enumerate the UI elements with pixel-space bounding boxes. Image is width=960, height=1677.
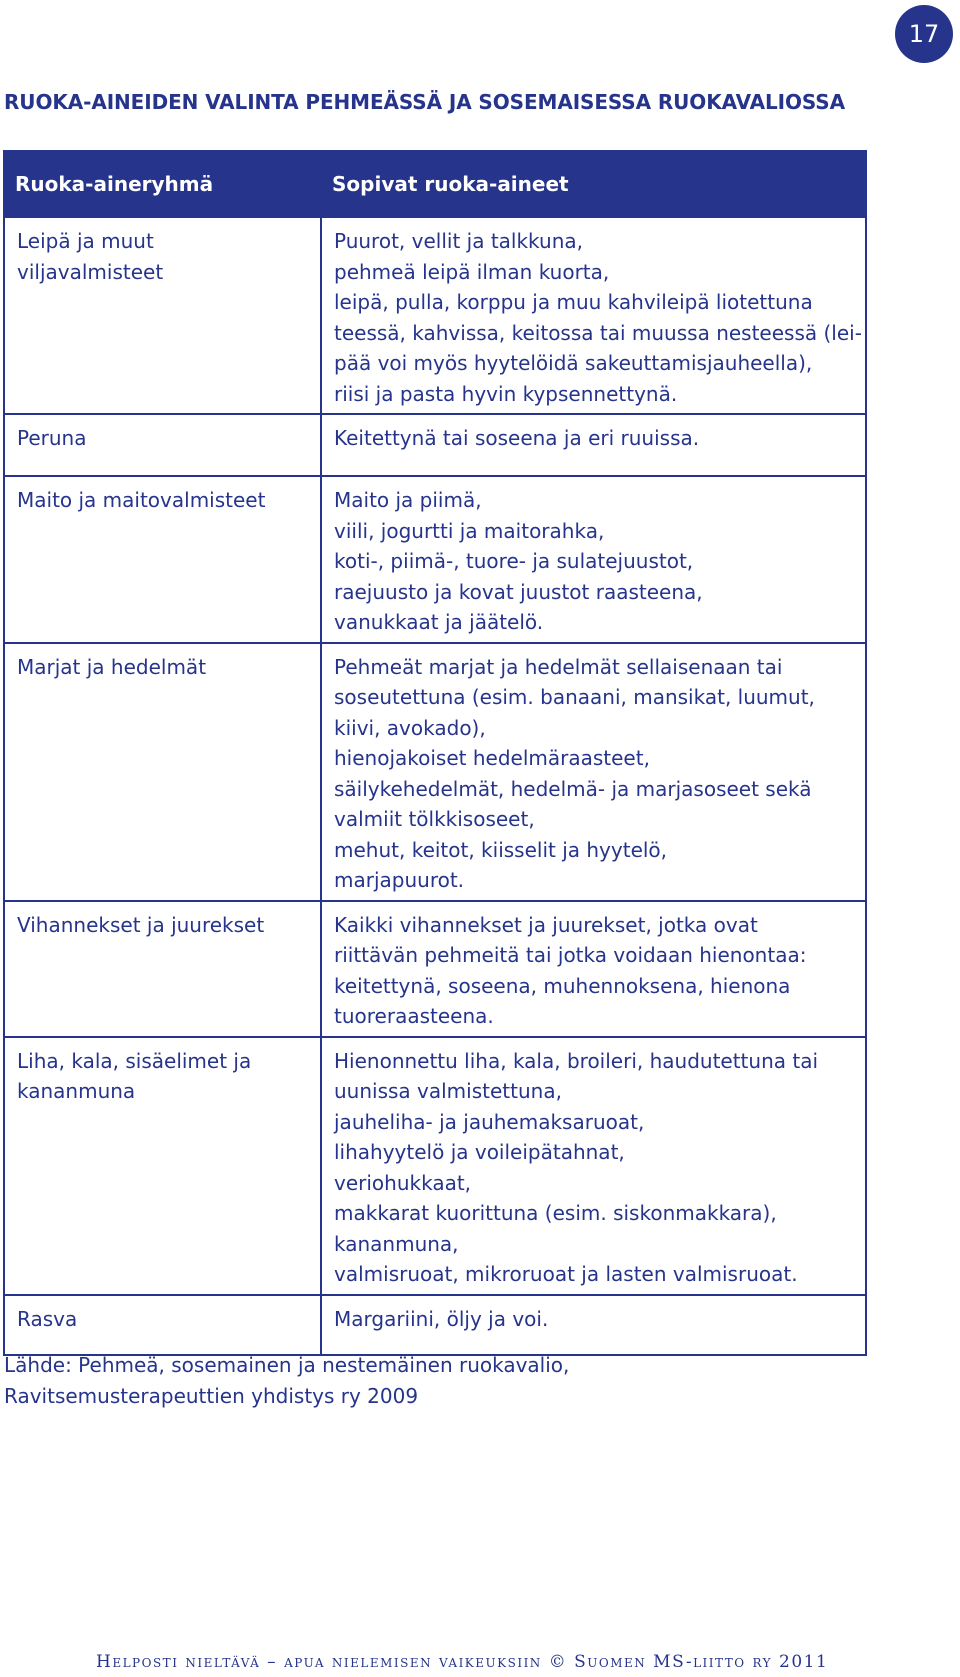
category-cell	[4, 901, 321, 1037]
food-line: veriohukkaat,	[334, 1170, 472, 1195]
food-line: kiivi, avokado),	[334, 715, 486, 740]
source-note	[4, 1350, 569, 1411]
category-line: Marjat ja hedelmät	[17, 654, 207, 679]
food-line: lihahyytelö ja voileipätahnat,	[334, 1140, 625, 1164]
food-line: tuoreraasteena.	[334, 1004, 494, 1028]
food-line: makkarat kuorittuna (esim. siskonmakkara),	[334, 1201, 777, 1225]
page-footer: Helposti nieltävä – apua nielemisen vaikeuksiin © Suomen MS-liitto ry 2011	[96, 1652, 829, 1672]
food-line: koti-, piimä-, tuore- ja sulatejuustot,	[334, 549, 694, 573]
foods-cell	[321, 1295, 866, 1355]
table-row	[4, 901, 866, 1037]
table-row	[4, 1037, 866, 1295]
food-line: Hienonnettu liha, kala, broileri, haudutettuna tai	[334, 1048, 819, 1073]
food-line: uunissa valmistettuna,	[334, 1079, 562, 1103]
food-line: jauheliha- ja jauhemaksaruoat,	[334, 1109, 645, 1134]
category-line: Rasva	[17, 1306, 78, 1331]
food-line: hienojakoiset hedelmäraasteet,	[334, 746, 650, 770]
category-line: Maito ja maitovalmisteet	[17, 488, 266, 512]
category-line: Liha, kala, sisäelimet ja	[17, 1048, 252, 1073]
foods-cell	[321, 217, 866, 414]
source-line: Ravitsemusterapeuttien yhdistys ry 2009	[4, 1383, 419, 1408]
column-header-foods: Sopivat ruoka-aineet	[321, 151, 866, 217]
food-line: Maito ja piimä,	[334, 488, 482, 512]
food-line: vanukkaat ja jäätelö.	[334, 610, 544, 634]
foods-cell	[321, 643, 866, 901]
page-heading: RUOKA-AINEIDEN VALINTA PEHMEÄSSÄ JA SOSEMAISESSA RUOKAVALIOSSA	[4, 90, 845, 114]
foods-cell	[321, 901, 866, 1037]
food-line: leipä, pulla, korppu ja muu kahvileipä liotettuna	[334, 290, 813, 314]
food-line: Keitettynä tai soseena ja eri ruuissa.	[334, 426, 700, 450]
table-row	[4, 414, 866, 476]
category-line: kananmuna	[17, 1079, 136, 1103]
column-header-category: Ruoka-aineryhmä	[4, 151, 321, 217]
food-line: Puurot, vellit ja talkkuna,	[334, 229, 583, 253]
category-line: Peruna	[17, 426, 87, 450]
food-line: valmiit tölkkisoseet,	[334, 807, 535, 831]
page-number-badge: 17	[895, 5, 953, 63]
category-cell	[4, 1295, 321, 1355]
source-line: Lähde: Pehmeä, sosemainen ja nestemäinen ruokavalio,	[4, 1353, 570, 1377]
table-row	[4, 1295, 866, 1355]
category-cell	[4, 1037, 321, 1295]
foods-cell	[321, 414, 866, 476]
category-line: Vihannekset ja juurekset	[17, 912, 265, 937]
food-line: pehmeä leipä ilman kuorta,	[334, 259, 610, 284]
food-line: viili, jogurtti ja maitorahka,	[334, 518, 605, 543]
food-line: teessä, kahvissa, keitossa tai muussa nesteessä (lei-	[334, 320, 862, 345]
category-cell	[4, 476, 321, 643]
food-line: soseutettuna (esim. banaani, mansikat, luumut,	[334, 685, 815, 709]
food-line: mehut, keitot, kiisselit ja hyytelö,	[334, 837, 668, 862]
category-cell	[4, 217, 321, 414]
food-selection-table	[3, 150, 867, 1356]
food-line: säilykehedelmät, hedelmä- ja marjasoseet sekä	[334, 776, 812, 801]
category-cell	[4, 643, 321, 901]
table-header-row	[4, 151, 866, 217]
food-line: riisi ja pasta hyvin kypsennettynä.	[334, 381, 678, 406]
food-line: Margariini, öljy ja voi.	[334, 1306, 549, 1331]
food-line: Pehmeät marjat ja hedelmät sellaisenaan tai	[334, 654, 783, 679]
food-line: riittävän pehmeitä tai jotka voidaan hienontaa:	[334, 943, 807, 967]
table-row	[4, 476, 866, 643]
food-line: keitettynä, soseena, muhennoksena, hienona	[334, 973, 791, 998]
food-line: valmisruoat, mikroruoat ja lasten valmisruoat.	[334, 1262, 798, 1286]
foods-cell	[321, 1037, 866, 1295]
food-line: raejuusto ja kovat juustot raasteena,	[334, 579, 703, 604]
category-line: Leipä ja muut	[17, 229, 154, 253]
table-row	[4, 643, 866, 901]
food-line: Kaikki vihannekset ja juurekset, jotka ovat	[334, 912, 758, 937]
table-row	[4, 217, 866, 414]
food-line: kananmuna,	[334, 1231, 459, 1256]
foods-cell	[321, 476, 866, 643]
food-line: pää voi myös hyytelöidä sakeuttamisjauheella),	[334, 351, 813, 375]
category-cell	[4, 414, 321, 476]
category-line: viljavalmisteet	[17, 259, 164, 284]
food-line: marjapuurot.	[334, 868, 465, 892]
